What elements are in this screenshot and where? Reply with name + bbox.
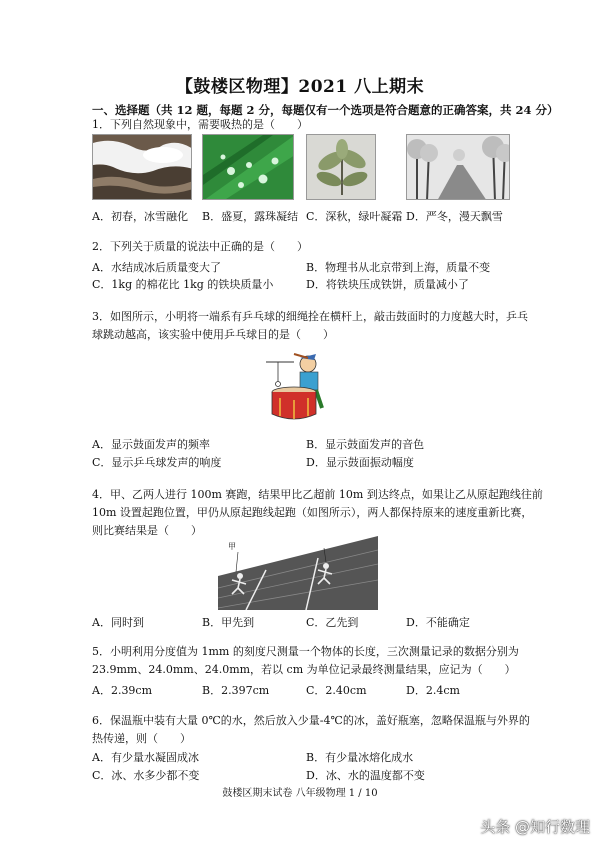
question-1-option-c: C．深秋，绿叶凝霜 <box>306 210 403 223</box>
question-3-stem-line-1: 3．如图所示，小明将一端系有乒乓球的细绳拴在横杆上，敲击鼓面时的力度越大时，乒乓 <box>92 310 528 323</box>
question-4-option-c: C．乙先到 <box>306 616 359 629</box>
question-3-option-b: B．显示鼓面发声的音色 <box>306 438 425 451</box>
question-2-option-a: A．水结成冰后质量变大了 <box>92 261 221 274</box>
watermark: 头条 @知行数理 <box>480 818 590 836</box>
question-2-option-c: C．1kg 的棉花比 1kg 的铁块质量小 <box>92 278 274 291</box>
question-2-stem: 2．下列关于质量的说法中正确的是（ ） <box>92 240 308 253</box>
page-footer: 鼓楼区期末试卷 八年级物理 1 / 10 <box>222 788 378 799</box>
photo-melting-snow <box>92 134 192 200</box>
question-4-option-b: B．甲先到 <box>202 616 255 629</box>
question-5-option-c: C．2.40cm <box>306 684 367 697</box>
question-5-option-d: D．2.4cm <box>406 684 460 697</box>
question-5-stem-line-2: 23.9mm、24.0mm、24.0mm，若以 cm 为单位记录最终测量结果，应记为（ ） <box>92 663 516 676</box>
question-4-stem-line-2: 10m 设置起跑位置，甲仍从原起跑线起跑（如图所示），两人都保持原来的速度重新比赛， <box>92 506 533 519</box>
figure-drum-pingpong <box>264 346 334 424</box>
section-heading: 一、选择题（共 12 题，每题 2 分，每题仅有一个选项是符合题意的正确答案，共 24 分） <box>92 103 559 117</box>
question-6-option-b: B．有少量冰熔化成水 <box>306 751 414 764</box>
page-title: 【鼓楼区物理】2021 八上期末 <box>175 77 425 97</box>
question-4-stem-line-3: 则比赛结果是（ ） <box>92 524 202 537</box>
question-3-option-c: C．显示乒乓球发声的响度 <box>92 456 222 469</box>
figure-race-track <box>218 536 378 610</box>
question-5-option-b: B．2.397cm <box>202 684 270 697</box>
question-6-option-d: D．冰、水的温度都不变 <box>306 769 425 782</box>
question-3-option-a: A．显示鼓面发声的频率 <box>92 438 210 451</box>
photo-dew-on-leaf <box>202 134 294 200</box>
question-6-stem-line-1: 6．保温瓶中装有大量 0℃的水，然后放入少量-4℃的冰，盖好瓶塞，忽略保温瓶与外界的 <box>92 714 530 727</box>
photo-snowy-road <box>406 134 510 200</box>
question-1-stem: 1．下列自然现象中，需要吸热的是（ ） <box>92 118 308 131</box>
question-1-option-b: B．盛夏，露珠凝结 <box>202 210 299 223</box>
question-2-option-b: B．物理书从北京带到上海，质量不变 <box>306 261 491 274</box>
question-6-option-a: A．有少量水凝固成冰 <box>92 751 199 764</box>
question-3-stem-line-2: 球跳动越高，该实验中使用乒乓球目的是（ ） <box>92 328 334 341</box>
figure-label-jia: 甲 <box>228 542 236 551</box>
question-2-option-d: D．将铁块压成铁饼，质量减小了 <box>306 278 469 291</box>
photo-frost-leaves <box>306 134 376 200</box>
question-4-option-a: A．同时到 <box>92 616 144 629</box>
question-4-stem-line-1: 4．甲、乙两人进行 100m 赛跑，结果甲比乙超前 10m 到达终点，如果让乙从原起跑线往前 <box>92 488 543 501</box>
question-4-option-d: D．不能确定 <box>406 616 470 629</box>
question-5-stem-line-1: 5．小明利用分度值为 1mm 的刻度尺测量一个物体的长度，三次测量记录的数据分别为 <box>92 645 519 658</box>
question-6-option-c: C．冰、水多少都不变 <box>92 769 200 782</box>
question-6-stem-line-2: 热传递，则（ ） <box>92 732 191 745</box>
question-5-option-a: A．2.39cm <box>92 684 153 697</box>
figure-label-yi: 乙 <box>318 540 326 549</box>
question-3-option-d: D．显示鼓面振动幅度 <box>306 456 414 469</box>
question-1-option-a: A．初春，冰雪融化 <box>92 210 188 223</box>
question-1-option-d: D．严冬，漫天飘雪 <box>406 210 503 223</box>
